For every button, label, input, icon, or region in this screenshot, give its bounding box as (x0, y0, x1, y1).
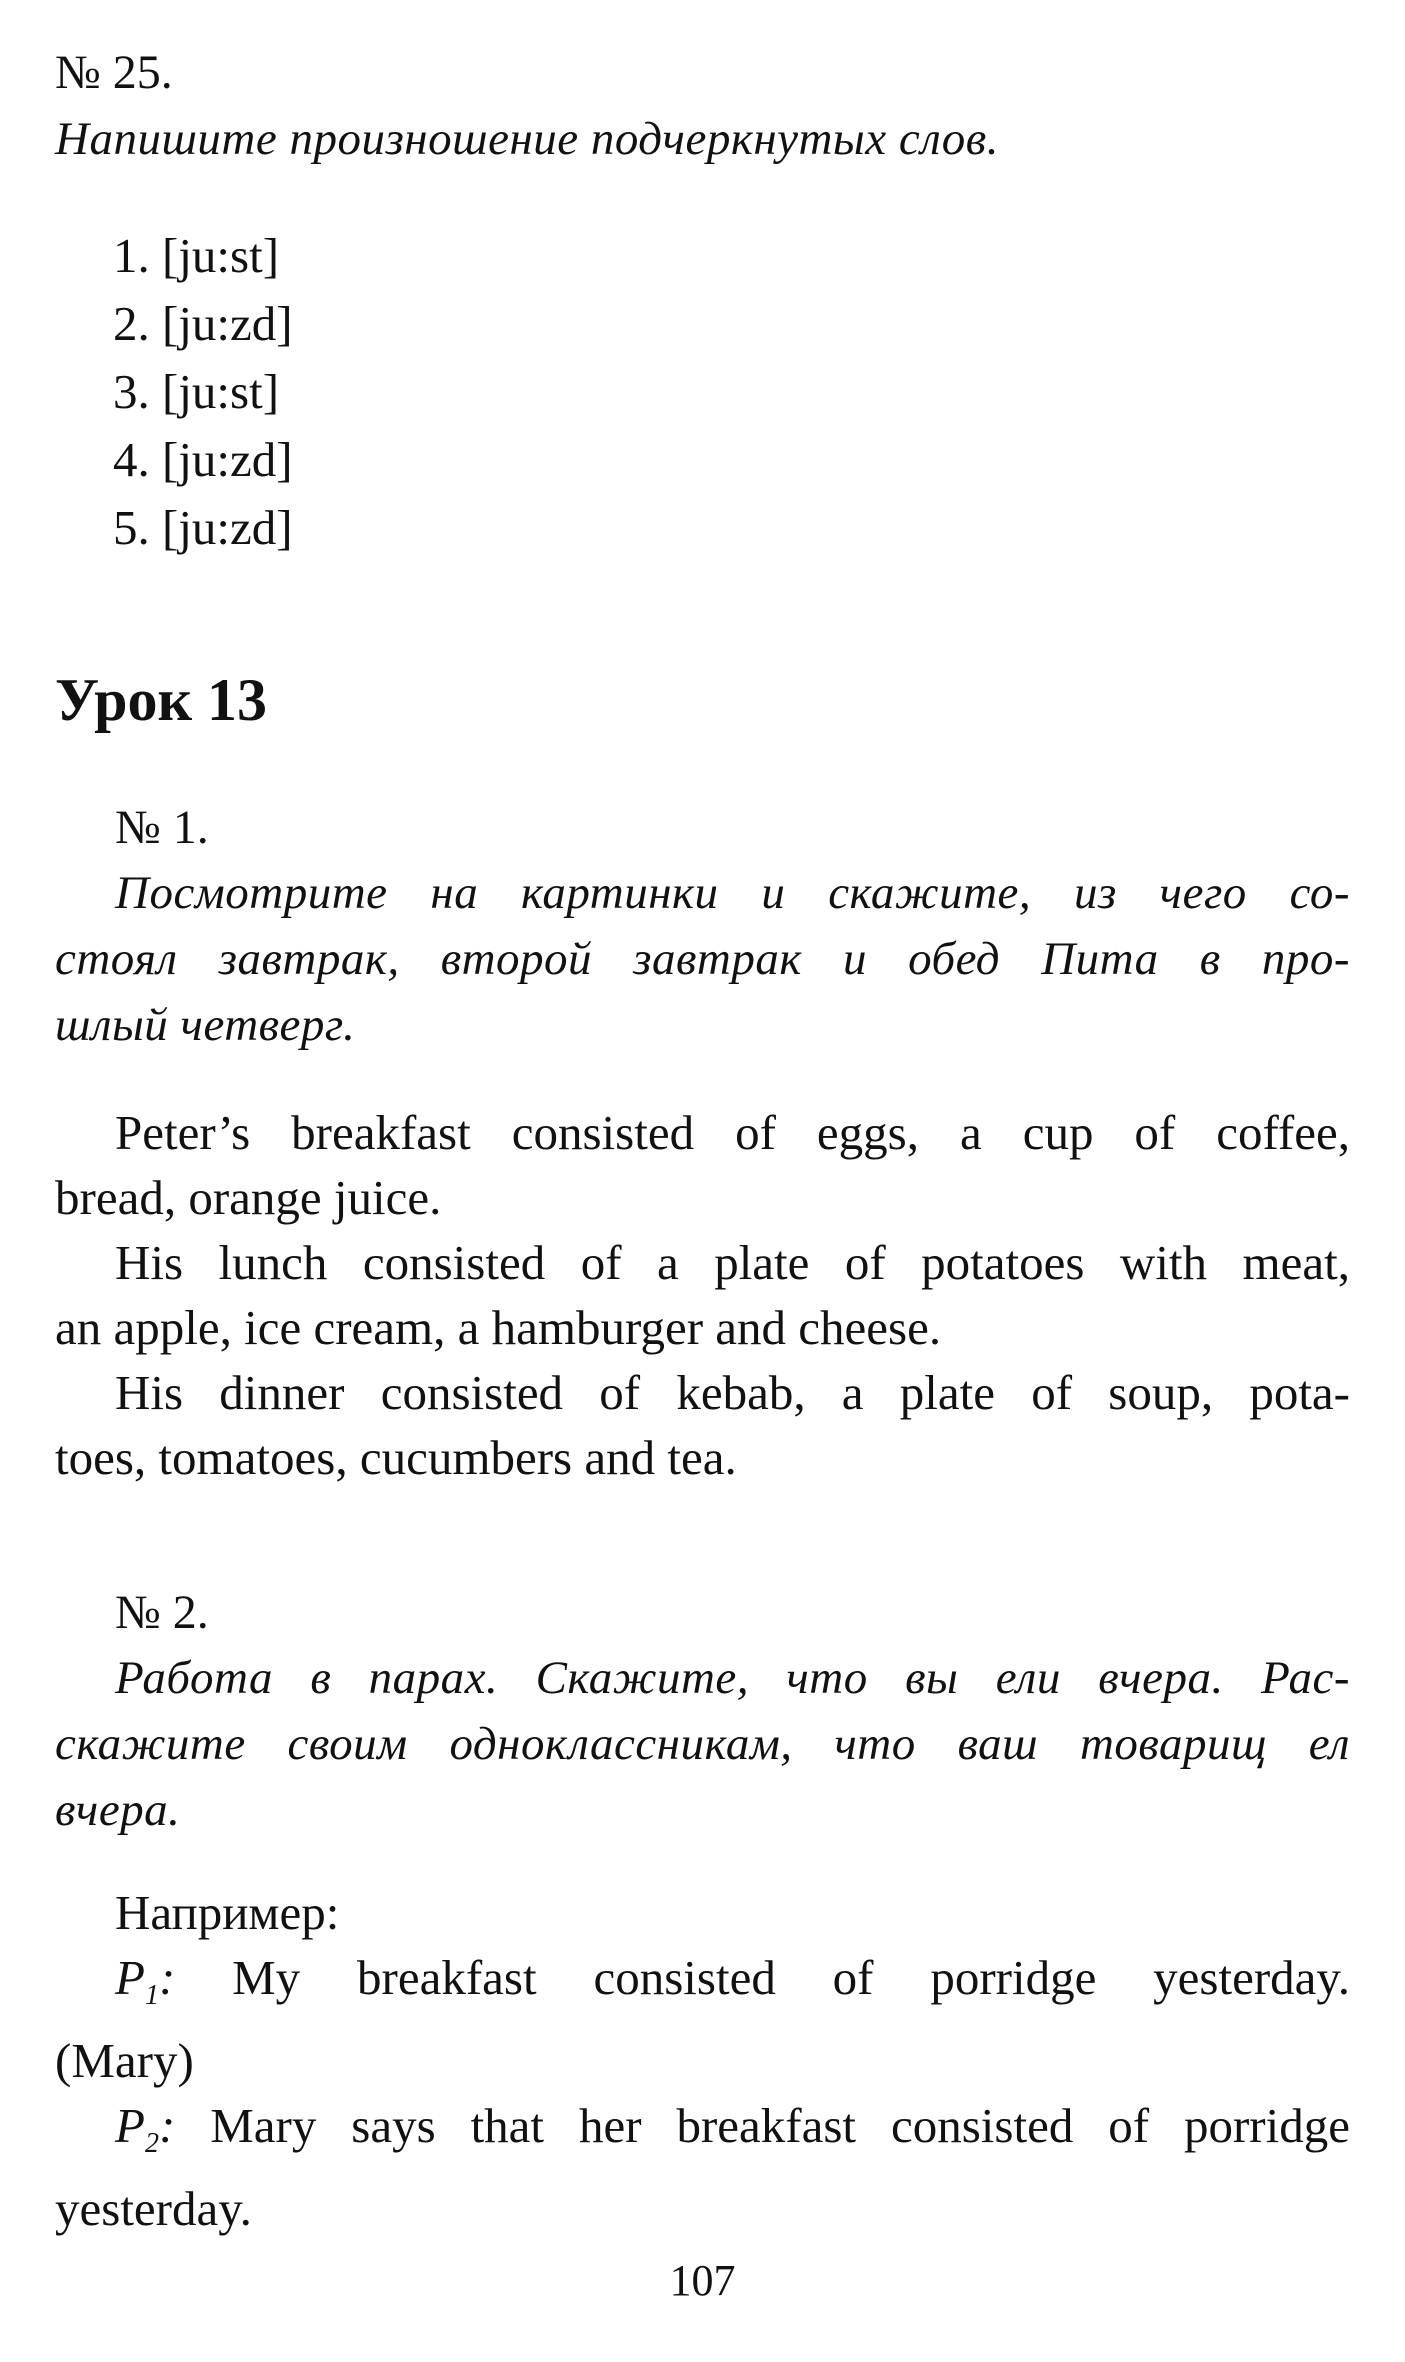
answer-item: 3. [ju:st] (113, 364, 280, 419)
dialogue-line-p2 (55, 2093, 1350, 2176)
task-line: стоял завтрак, второй завтрак и обед Пита в про- (55, 933, 1350, 985)
exercise-25-answers (55, 222, 1405, 562)
dialogue-line-p1-cont: (Mary) (55, 2033, 194, 2088)
task-line: скажите своим одноклассникам, что ваш товарищ ел (55, 1718, 1350, 1770)
answer-item: 4. [ju:zd] (113, 432, 293, 487)
exercise-25-task: Напишите произношение подчеркнутых слов. (55, 113, 999, 165)
answer-item: 1. [ju:st] (113, 228, 280, 283)
dialogue-line-p1 (55, 1945, 1350, 2028)
task-line: вчера. (55, 1784, 181, 1836)
task-line: Работа в парах. Скажите, что вы ели вчера. Рас- (115, 1652, 1350, 1704)
answer-item: 5. [ju:zd] (113, 500, 293, 555)
textbook-page (55, 0, 1350, 2362)
speaker-p2: P (115, 2098, 145, 2153)
exercise-2-example (55, 1880, 1350, 2241)
p1-text: My breakfast consisted of porridge yesterday. (175, 1950, 1350, 2005)
exercise-1-answer (55, 1100, 1350, 1490)
task-line: Посмотрите на картинки и скажите, из чего со- (115, 867, 1350, 919)
speaker-p1: P (115, 1950, 145, 2005)
dialogue-line-p2-cont: yesterday. (55, 2181, 252, 2236)
example-label: Например: (115, 1885, 340, 1940)
answer-line: Peter’s breakfast consisted of eggs, a cup of coffee, (115, 1105, 1350, 1160)
exercise-1-task (55, 860, 1350, 1058)
page-number: 107 (669, 2256, 736, 2305)
exercise-2-task (55, 1645, 1350, 1843)
answer-line: an apple, ice cream, a hamburger and cheese. (55, 1300, 942, 1355)
speaker-p2-subscript: 2 (144, 2128, 159, 2159)
exercise-1-number: № 1. (115, 801, 209, 854)
task-line: шлый четверг. (55, 999, 356, 1051)
answer-line: bread, orange juice. (55, 1170, 442, 1225)
answer-line: His lunch consisted of a plate of potatoes with meat, (115, 1235, 1350, 1290)
exercise-2-number: № 2. (115, 1586, 209, 1639)
speaker-p2-colon: : (158, 2098, 176, 2153)
answer-item: 2. [ju:zd] (113, 296, 293, 351)
answer-line: toes, tomatoes, cucumbers and tea. (55, 1430, 737, 1485)
lesson-title: Урок 13 (55, 667, 268, 733)
p2-text: Mary says that her breakfast consisted of porridge (175, 2098, 1350, 2153)
speaker-p1-subscript: 1 (144, 1980, 159, 2011)
exercise-25-number: № 25. (55, 46, 173, 99)
speaker-p1-colon: : (158, 1950, 176, 2005)
answer-line: His dinner consisted of kebab, a plate of soup, pota- (115, 1365, 1350, 1420)
